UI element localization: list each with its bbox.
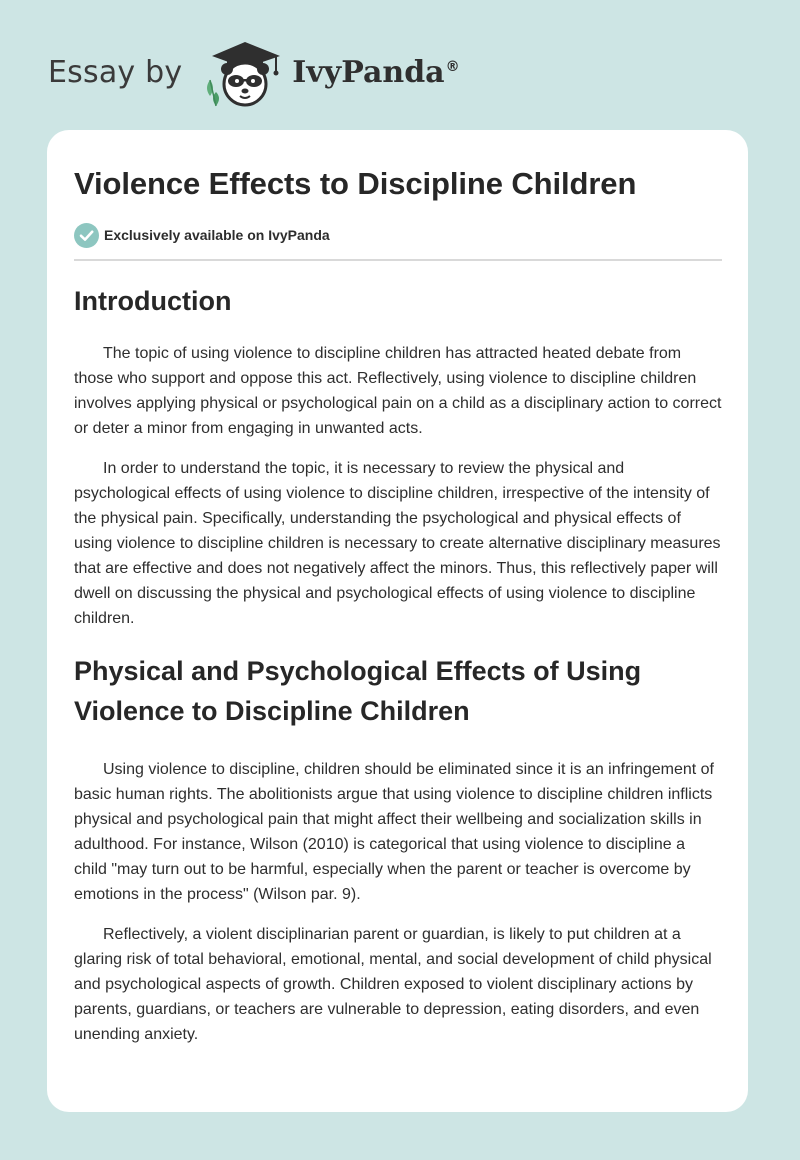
registered-mark: ® — [445, 58, 460, 75]
essay-content — [74, 164, 722, 1047]
exclusive-badge-text: Exclusively available on IvyPanda — [104, 227, 330, 243]
section-heading: Introduction — [74, 286, 232, 316]
paragraph: The topic of using violence to discipline children has attracted heated debate from those who support and oppose this act. Reflectively, using violence to discipline children involves applying physical or psychological pain on a child as a disciplinary action to correct or deter a minor from engaging in unwanted acts. — [74, 345, 722, 437]
paragraph: Reflectively, a violent disciplinarian parent or guardian, is likely to put children at a glaring risk of total behavioral, emotional, mental, and social development of child physical and psychological aspects of growth. Children exposed to violent disciplinary actions by parents, guardians, or teachers are vulnerable to depression, eating disorders, and even unending anxiety. — [74, 926, 712, 1043]
title-divider — [74, 259, 722, 261]
check-circle-icon — [74, 223, 99, 248]
paragraph: Using violence to discipline, children should be eliminated since it is an infringement of basic human rights. The abolitionists argue that using violence to discipline children inflicts physical and psychological pain that might affect their wellbeing and socialization skills in adulthood. For instance, Wilson (2010) is categorical that using violence to discipline a child "may turn out to be harmful, especially when the parent or teacher is overcome by emotions in the process" (Wilson par. 9). — [74, 761, 714, 903]
section-heading: Physical and Psychological Effects of Using Violence to Discipline Children — [74, 656, 642, 726]
site-header — [48, 36, 460, 108]
essay-by-label: Essay by — [48, 54, 183, 90]
page-title: Violence Effects to Discipline Children — [74, 166, 637, 201]
essay-card — [47, 130, 748, 1112]
exclusive-badge — [74, 222, 722, 248]
paragraph: In order to understand the topic, it is necessary to review the physical and psychological effects of using violence to discipline children, irrespective of the intensity of the physical pain. Specifically, understanding the psychological and physical effects of using violence to discipline children is necessary to create alternative disciplinary measures that are effective and does not negatively affect the minors. Thus, this reflectively paper will dwell on discussing the physical and psychological effects of using violence to discipline children. — [74, 460, 721, 627]
panda-graduate-logo-icon[interactable] — [196, 36, 288, 108]
brand-name[interactable]: IvyPanda® — [292, 54, 460, 90]
